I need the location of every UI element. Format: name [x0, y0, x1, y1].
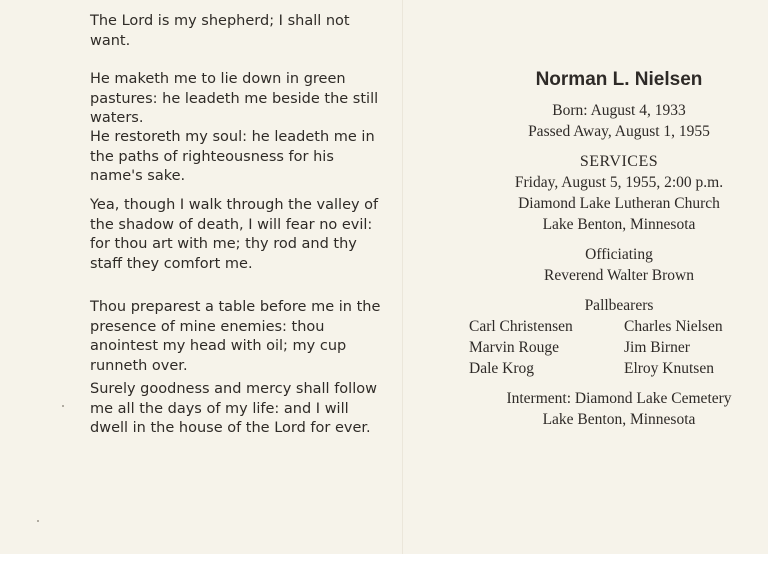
psalm-verse-1: The Lord is my shepherd; I shall not want. — [90, 13, 350, 49]
interment-line: Interment: Diamond Lake Cemetery — [506, 390, 732, 407]
pallbearer-name: Jim Birner — [624, 339, 690, 356]
pallbearer-name: Dale Krog — [469, 360, 534, 377]
death-date: Passed Away, August 1, 1955 — [528, 123, 710, 140]
psalm-verse-4: Yea, though I walk through the valley of the shadow of death, I will fear no evil: for thou art with me; thy rod and thy staff they comfort me. — [90, 197, 379, 272]
obituary-panel — [460, 66, 768, 430]
psalm-verse-2: He maketh me to lie down in green pastures: he leadeth me beside the still waters. — [90, 71, 379, 126]
paper-speck — [62, 405, 64, 407]
psalm-verse-3: He restoreth my soul: he leadeth me in the paths of righteousness for his name's sake. — [90, 129, 375, 184]
birth-date: Born: August 4, 1933 — [552, 102, 686, 119]
officiant-name: Reverend Walter Brown — [544, 267, 694, 284]
pallbearers-heading: Pallbearers — [584, 297, 654, 314]
interment-location: Lake Benton, Minnesota — [542, 411, 696, 428]
paper-speck — [37, 520, 39, 522]
scan-margin — [0, 554, 768, 576]
pallbearer-name: Carl Christensen — [469, 318, 573, 335]
officiating-heading: Officiating — [585, 246, 653, 263]
pallbearer-name: Elroy Knutsen — [624, 360, 714, 377]
church-location: Lake Benton, Minnesota — [542, 216, 696, 233]
service-date: Friday, August 5, 1955, 2:00 p.m. — [514, 174, 724, 191]
church-name: Diamond Lake Lutheran Church — [518, 195, 720, 212]
deceased-name: Norman L. Nielsen — [535, 69, 703, 90]
psalm-verse-6: Surely goodness and mercy shall follow me all the days of my life: and I will dwell in the house of the Lord for ever. — [90, 381, 377, 436]
pallbearer-name: Charles Nielsen — [624, 318, 723, 335]
services-heading: SERVICES — [579, 153, 659, 170]
pallbearers-list — [469, 316, 768, 379]
psalm-verse-5: Thou preparest a table before me in the presence of mine enemies: thou anointest my head with oil; my cup runneth over. — [90, 299, 381, 374]
pallbearer-name: Marvin Rouge — [469, 339, 559, 356]
card-fold-line — [402, 0, 403, 554]
